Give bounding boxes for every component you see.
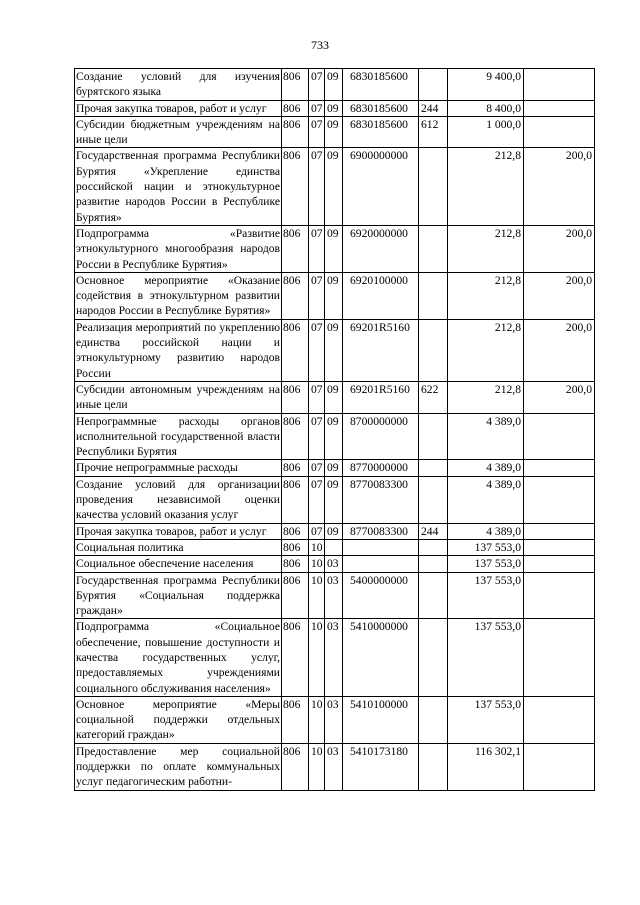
table-row [75, 572, 595, 619]
row-federal-amount-cell [524, 100, 595, 116]
row-ved-cell: 806 [282, 100, 309, 116]
row-expense-type-cell [419, 572, 448, 619]
row-expense-type-cell: 622 [419, 381, 448, 413]
row-name-cell: Создание условий для изучения бурятского языка [76, 70, 280, 99]
row-ved-cell: 806 [282, 116, 309, 148]
row-ved-cell: 806 [282, 460, 309, 476]
row-target-article-cell: 6830185600 [343, 69, 419, 101]
row-expense-type-cell [419, 69, 448, 101]
row-target-article-cell: 5410173180 [343, 743, 419, 790]
row-ved-cell: 806 [282, 148, 309, 225]
row-target-article-cell: 6900000000 [343, 148, 419, 225]
row-target-article-cell: 5400000000 [343, 572, 419, 619]
row-ved-cell: 806 [282, 523, 309, 539]
row-amount-cell: 212,8 [448, 272, 524, 319]
table-body [75, 69, 595, 791]
row-target-article-cell: 6920100000 [343, 272, 419, 319]
row-ved-cell: 806 [282, 743, 309, 790]
row-section-cell: 07 [309, 523, 325, 539]
row-federal-amount-cell: 200,0 [524, 272, 595, 319]
table-row [75, 413, 595, 460]
row-federal-amount-cell [524, 413, 595, 460]
row-name-cell: Государственная программа Республики Бурятия «Социальная поддержка граждан» [76, 573, 280, 618]
row-target-article-cell [343, 556, 419, 572]
row-subsection-cell: 09 [325, 69, 343, 101]
row-ved-cell: 806 [282, 319, 309, 381]
row-federal-amount-cell: 200,0 [524, 225, 595, 272]
row-federal-amount-cell [524, 69, 595, 101]
row-subsection-cell: 03 [325, 743, 343, 790]
row-subsection-cell: 09 [325, 319, 343, 381]
row-name-cell: Реализация мероприятий по укреплению единства российской нации и этнокультурному развитию народов России [76, 320, 280, 380]
row-name-cell: Субсидии бюджетным учреждениям на иные цели [76, 117, 280, 147]
row-expense-type-cell [419, 539, 448, 555]
row-amount-cell: 4 389,0 [448, 476, 524, 523]
row-name-cell: Прочие непрограммные расходы [75, 460, 282, 476]
row-federal-amount-cell [524, 556, 595, 572]
row-name-cell: Подпрограмма «Развитие этнокультурного многообразия народов России в Республике Бурятия» [76, 226, 280, 271]
row-expense-type-cell [419, 148, 448, 225]
row-expense-type-cell [419, 272, 448, 319]
table-row [75, 148, 595, 225]
row-target-article-cell: 6830185600 [343, 100, 419, 116]
row-section-cell: 10 [309, 743, 325, 790]
row-subsection-cell: 09 [325, 100, 343, 116]
row-target-article-cell: 8770083300 [343, 523, 419, 539]
row-subsection-cell: 09 [325, 148, 343, 225]
row-name-cell: Подпрограмма «Социальное обеспечение, повышение доступности и качества государственных услуг, предоставляемых учреждениями социального обслуживания населения» [76, 620, 280, 695]
row-target-article-cell: 8770000000 [343, 460, 419, 476]
table-row [75, 272, 595, 319]
row-name-cell: Субсидии автономным учреждениям на иные цели [76, 382, 280, 412]
row-target-article-cell: 5410000000 [343, 619, 419, 696]
row-amount-cell: 212,8 [448, 225, 524, 272]
row-federal-amount-cell [524, 116, 595, 148]
table-row [75, 319, 595, 381]
row-amount-cell: 212,8 [448, 381, 524, 413]
row-amount-cell: 116 302,1 [448, 743, 524, 790]
row-subsection-cell: 09 [325, 523, 343, 539]
row-target-article-cell: 5410100000 [343, 696, 419, 743]
row-amount-cell: 4 389,0 [448, 523, 524, 539]
row-amount-cell: 4 389,0 [448, 413, 524, 460]
table-row [75, 476, 595, 523]
row-section-cell: 07 [309, 116, 325, 148]
row-ved-cell: 806 [282, 381, 309, 413]
row-amount-cell: 137 553,0 [448, 696, 524, 743]
row-federal-amount-cell [524, 619, 595, 696]
row-subsection-cell: 09 [325, 272, 343, 319]
row-federal-amount-cell [524, 476, 595, 523]
row-expense-type-cell: 244 [419, 100, 448, 116]
row-section-cell: 10 [309, 572, 325, 619]
row-target-article-cell: 8700000000 [343, 413, 419, 460]
table-row [75, 523, 595, 539]
row-section-cell: 07 [309, 381, 325, 413]
table-row [75, 381, 595, 413]
row-subsection-cell: 03 [325, 572, 343, 619]
row-subsection-cell: 03 [325, 619, 343, 696]
row-target-article-cell: 8770083300 [343, 476, 419, 523]
row-amount-cell: 9 400,0 [448, 69, 524, 101]
row-ved-cell: 806 [282, 572, 309, 619]
row-amount-cell: 8 400,0 [448, 100, 524, 116]
row-subsection-cell: 09 [325, 460, 343, 476]
row-expense-type-cell: 612 [419, 116, 448, 148]
row-amount-cell: 4 389,0 [448, 460, 524, 476]
table-row [75, 116, 595, 148]
row-federal-amount-cell [524, 743, 595, 790]
row-name-cell: Социальная политика [75, 539, 282, 555]
row-subsection-cell: 09 [325, 381, 343, 413]
row-expense-type-cell [419, 460, 448, 476]
row-subsection-cell [325, 539, 343, 555]
table-row [75, 743, 595, 790]
row-name-cell: Прочая закупка товаров, работ и услуг [75, 100, 282, 116]
table-row [75, 460, 595, 476]
row-federal-amount-cell [524, 460, 595, 476]
row-section-cell: 10 [309, 539, 325, 555]
row-target-article-cell [343, 539, 419, 555]
page-number: 733 [311, 38, 329, 52]
row-expense-type-cell [419, 319, 448, 381]
row-expense-type-cell [419, 696, 448, 743]
row-section-cell: 07 [309, 272, 325, 319]
row-ved-cell: 806 [282, 413, 309, 460]
row-subsection-cell: 03 [325, 696, 343, 743]
row-federal-amount-cell [524, 523, 595, 539]
row-federal-amount-cell [524, 696, 595, 743]
row-section-cell: 07 [309, 476, 325, 523]
row-amount-cell: 1 000,0 [448, 116, 524, 148]
row-amount-cell: 137 553,0 [448, 556, 524, 572]
table-row [75, 69, 595, 101]
row-federal-amount-cell: 200,0 [524, 381, 595, 413]
row-target-article-cell: 69201R5160 [343, 381, 419, 413]
row-federal-amount-cell: 200,0 [524, 319, 595, 381]
row-ved-cell: 806 [282, 619, 309, 696]
row-amount-cell: 212,8 [448, 148, 524, 225]
row-subsection-cell: 09 [325, 116, 343, 148]
row-federal-amount-cell [524, 539, 595, 555]
table-row [75, 539, 595, 555]
row-amount-cell: 137 553,0 [448, 572, 524, 619]
row-section-cell: 07 [309, 148, 325, 225]
row-amount-cell: 137 553,0 [448, 539, 524, 555]
row-name-cell: Социальное обеспечение населения [75, 556, 282, 572]
row-subsection-cell: 09 [325, 476, 343, 523]
row-name-cell: Основное мероприятие «Оказание содействия в этнокультурном развитии народов России в Республике Бурятия» [76, 273, 280, 318]
table-row [75, 100, 595, 116]
row-expense-type-cell [419, 476, 448, 523]
row-section-cell: 07 [309, 319, 325, 381]
row-ved-cell: 806 [282, 539, 309, 555]
row-subsection-cell: 09 [325, 225, 343, 272]
row-ved-cell: 806 [282, 476, 309, 523]
budget-table [74, 68, 595, 791]
row-section-cell: 10 [309, 556, 325, 572]
row-subsection-cell: 03 [325, 556, 343, 572]
row-section-cell: 10 [309, 619, 325, 696]
row-expense-type-cell [419, 225, 448, 272]
row-name-cell: Основное мероприятие «Меры социальной поддержки отдельных категорий граждан» [76, 697, 280, 742]
row-ved-cell: 806 [282, 556, 309, 572]
row-target-article-cell: 69201R5160 [343, 319, 419, 381]
row-section-cell: 10 [309, 696, 325, 743]
row-amount-cell: 212,8 [448, 319, 524, 381]
row-ved-cell: 806 [282, 69, 309, 101]
row-ved-cell: 806 [282, 272, 309, 319]
row-name-cell: Государственная программа Республики Бурятия «Укрепление единства российской нации и этнокультурное развитие народов России в Республике Бурятия» [76, 149, 280, 224]
row-section-cell: 07 [309, 225, 325, 272]
row-section-cell: 07 [309, 69, 325, 101]
row-federal-amount-cell: 200,0 [524, 148, 595, 225]
row-federal-amount-cell [524, 572, 595, 619]
table-row [75, 696, 595, 743]
row-ved-cell: 806 [282, 696, 309, 743]
table-row [75, 556, 595, 572]
row-section-cell: 07 [309, 413, 325, 460]
row-expense-type-cell [419, 619, 448, 696]
row-ved-cell: 806 [282, 225, 309, 272]
row-amount-cell: 137 553,0 [448, 619, 524, 696]
row-name-cell: Непрограммные расходы органов исполнительной государственной власти Республики Бурятия [76, 414, 280, 459]
row-target-article-cell: 6920000000 [343, 225, 419, 272]
row-expense-type-cell [419, 556, 448, 572]
row-expense-type-cell [419, 743, 448, 790]
row-name-cell: Создание условий для организации проведения независимой оценки качества условий оказания услуг [76, 477, 280, 522]
table-row [75, 225, 595, 272]
row-name-cell: Прочая закупка товаров, работ и услуг [75, 523, 282, 539]
table-row [75, 619, 595, 696]
row-name-cell: Предоставление мер социальной поддержки по оплате коммунальных услуг педагогическим работни- [76, 744, 280, 789]
row-section-cell: 07 [309, 100, 325, 116]
row-section-cell: 07 [309, 460, 325, 476]
row-subsection-cell: 09 [325, 413, 343, 460]
row-target-article-cell: 6830185600 [343, 116, 419, 148]
row-expense-type-cell: 244 [419, 523, 448, 539]
row-expense-type-cell [419, 413, 448, 460]
